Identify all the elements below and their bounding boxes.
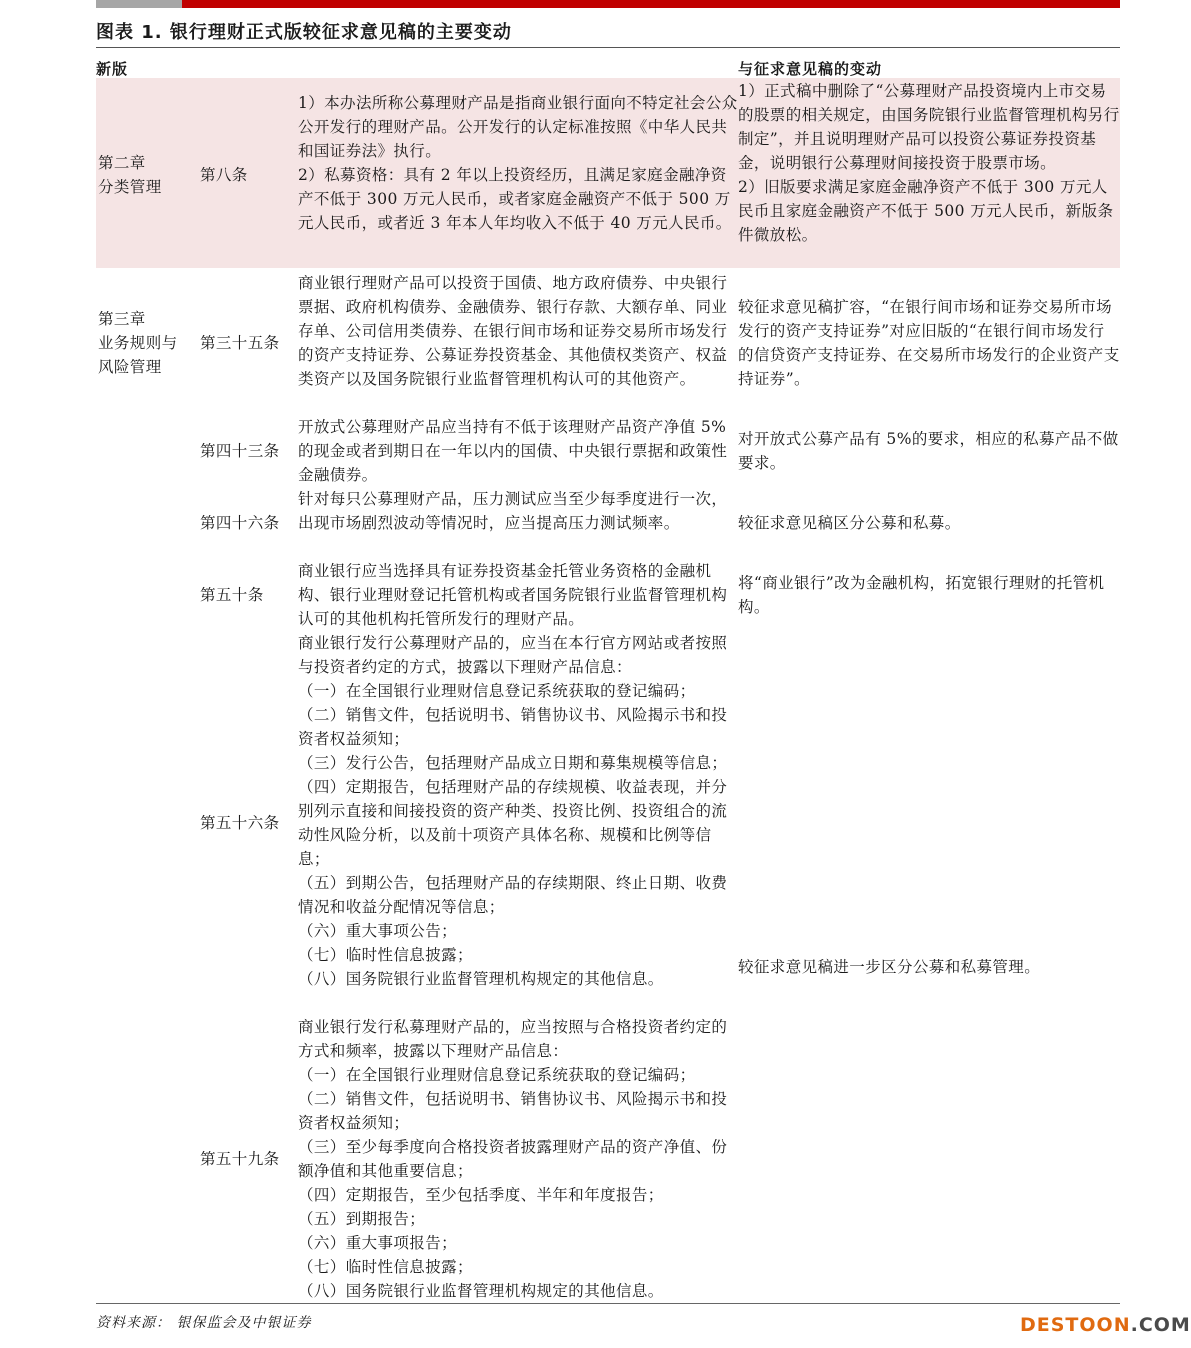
change-note: 将“商业银行”改为金融机构，拓宽银行理财的托管机构。 <box>738 574 1105 616</box>
article-number: 第五十九条 <box>200 1150 280 1168</box>
article-number: 第八条 <box>200 166 248 184</box>
change-note: 较征求意见稿扩容，“在银行间市场和证券交易所市场发行的资产支持证券”对应旧版的“在银行间市场发行的信贷资产支持证券、在交易所市场发行的企业资产支持证券”。 <box>738 298 1120 388</box>
table-bottom-rule <box>96 1303 1120 1304</box>
article-content: 针对每只公募理财产品，压力测试应当至少每季度进行一次，出现市场剧烈波动等情况时，应当提高压力测试频率。 <box>298 490 728 532</box>
article-number: 第四十六条 <box>200 514 280 532</box>
watermark-part2: .COM <box>1130 1314 1191 1336</box>
change-note: 较征求意见稿进一步区分公募和私募管理。 <box>738 958 1041 976</box>
chapter-line: 第三章 <box>98 310 146 328</box>
header-new-version: 新版 <box>96 60 129 78</box>
top-bar-gray <box>96 0 182 8</box>
watermark-logo <box>1020 1314 1191 1336</box>
top-bar-red <box>182 0 1120 8</box>
article-content: 商业银行应当选择具有证券投资基金托管业务资格的金融机构、银行业理财登记托管机构或者国务院银行业监督管理机构认可的其他机构托管所发行的理财产品。 <box>298 562 728 628</box>
chapter-line: 风险管理 <box>98 358 162 376</box>
figure-title: 图表 1. 银行理财正式版较征求意见稿的主要变动 <box>96 22 512 43</box>
article-content: 1）本办法所称公募理财产品是指商业银行面向不特定社会公众公开发行的理财产品。公开发行的认定标准按照《中华人民共和国证券法》执行。 2）私募资格：具有 2 年以上投资经历，且满足家庭金融净资产不低于 300 万元人民币，或者家庭金融资产不低于 500 万元人民币，或者近 3 年本人年均收入不低于 40 万元人民币。 <box>298 94 738 232</box>
article-number: 第五十六条 <box>200 814 280 832</box>
chapter-line: 第二章 <box>98 154 146 172</box>
source-note: 资料来源： 银保监会及中银证券 <box>96 1315 312 1331</box>
article-content: 商业银行理财产品可以投资于国债、地方政府债券、中央银行票据、政府机构债券、金融债券、银行存款、大额存单、同业存单、公司信用类债券、在银行间市场和证券交易所市场发行的资产支持证券、公募证券投资基金、其他债权类资产、权益类资产以及国务院银行业监督管理机构认可的其他资产。 <box>298 274 728 388</box>
article-number: 第四十三条 <box>200 442 280 460</box>
change-note: 1）正式稿中删除了“公募理财产品投资境内上市交易的股票的相关规定，由国务院银行业监督管理机构另行制定”，并且说明理财产品可以投资公募证券投资基金，说明银行公募理财间接投资于股票市场。 2）旧版要求满足家庭金融净资产不低于 300 万元人民币且家庭金融资产不低于 500 万元人民币，新版条件微放松。 <box>738 82 1120 244</box>
change-note: 对开放式公募产品有 5%的要求，相应的私募产品不做要求。 <box>738 430 1119 472</box>
watermark-part1: DESTOON <box>1020 1314 1131 1336</box>
chapter-line: 分类管理 <box>98 178 162 196</box>
top-color-bar <box>96 0 1120 8</box>
article-content: 商业银行发行私募理财产品的，应当按照与合格投资者约定的方式和频率，披露以下理财产品信息： （一）在全国银行业理财信息登记系统获取的登记编码； （二）销售文件，包括说明书、销售协议书、风险揭示书和投资者权益须知； （三）至少每季度向合格投资者披露理财产品的资产净值、份额净值和其他重要信息； （四）定期报告，至少包括季度、半年和年度报告； （五）到期报告； （六）重大事项报告； （七）临时性信息披露； （八）国务院银行业监督管理机构规定的其他信息。 <box>298 1018 728 1300</box>
title-rule <box>96 47 1120 48</box>
article-number: 第五十条 <box>200 586 264 604</box>
header-changes: 与征求意见稿的变动 <box>738 60 883 78</box>
article-content: 开放式公募理财产品应当持有不低于该理财产品资产净值 5%的现金或者到期日在一年以内的国债、中央银行票据和政策性金融债券。 <box>298 418 728 484</box>
article-number: 第三十五条 <box>200 334 280 352</box>
article-content: 商业银行发行公募理财产品的，应当在本行官方网站或者按照与投资者约定的方式，披露以下理财产品信息： （一）在全国银行业理财信息登记系统获取的登记编码； （二）销售文件，包括说明书、销售协议书、风险揭示书和投资者权益须知； （三）发行公告，包括理财产品成立日期和募集规模等信息； （四）定期报告，包括理财产品的存续规模、收益表现，并分别列示直接和间接投资的资产种类、投资比例、投资组合的流动性风险分析，以及前十项资产具体名称、规模和比例等信息； （五）到期公告，包括理财产品的存续期限、终止日期、收费情况和收益分配情况等信息； （六）重大事项公告； （七）临时性信息披露； （八）国务院银行业监督管理机构规定的其他信息。 <box>298 634 728 988</box>
chapter-line: 业务规则与 <box>98 334 178 352</box>
change-note: 较征求意见稿区分公募和私募。 <box>738 514 961 532</box>
